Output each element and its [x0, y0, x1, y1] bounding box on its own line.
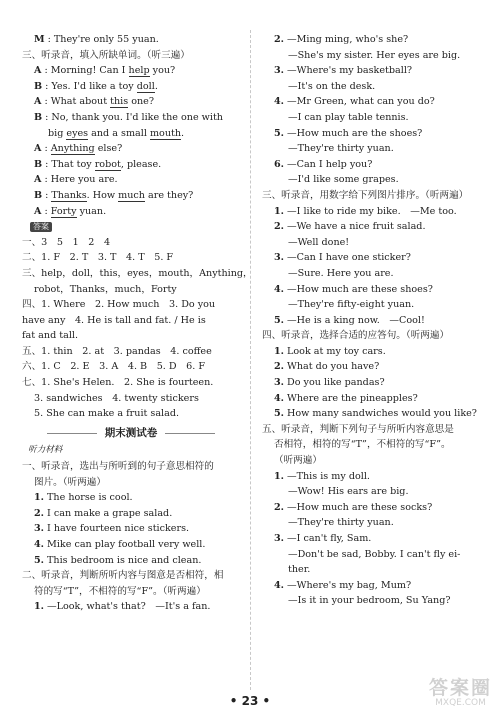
list-item: 2. —Ming ming, who's she? [274, 34, 409, 45]
section-heading: 三、听录音，用数字给下列图片排序。（听两遍） [262, 189, 469, 201]
list-item: 3. —I can't fly, Sam. [274, 533, 372, 544]
answer-line: 二、1. F 2. T 3. T 4. T 5. F [22, 252, 174, 264]
list-item: 4. Mike can play football very well. [34, 539, 206, 550]
list-item: —Wow! His ears are big. [288, 486, 409, 498]
section-heading: 否相符，相符的写“T”，不相符的写“F”。 [274, 439, 451, 451]
answer-line: fat and tall. [22, 330, 79, 342]
list-item: 1. The horse is cool. [34, 492, 133, 504]
list-item: 5. —How much are the shoes? [274, 127, 423, 139]
list-item: 4. —How much are these shoes? [274, 283, 433, 295]
answer-line: 一、3 5 1 2 4 [22, 236, 111, 248]
list-item: —Don't be sad, Bobby. I can't fly ei- [288, 548, 461, 560]
section-heading: 图片。（听两遍） [34, 476, 106, 488]
answer-line: 七、1. She's Helen. 2. She is fourteen. [22, 377, 214, 389]
list-item: 3. —Where's my basketball? [274, 65, 413, 77]
dialog-line: B : Yes. I'd like a toy doll. [34, 80, 158, 92]
answer-line: 3. sandwiches 4. twenty stickers [34, 392, 199, 404]
left-column [22, 32, 253, 615]
list-item: —I'd like some grapes. [288, 174, 399, 186]
list-item: 5. How many sandwiches would you like? [274, 408, 477, 420]
list-item: —They're fifty-eight yuan. [288, 299, 415, 311]
dialog-line: A : Anything else? [34, 143, 123, 155]
section-heading: 一、听录音，选出与所听到的句子意思相符的 [22, 461, 214, 473]
dialog-line: big eyes and a small mouth. [48, 127, 185, 139]
list-item: 1. —This is my doll. [274, 470, 370, 482]
answer-line: 六、1. C 2. E 3. A 4. B 5. D 6. F [22, 361, 206, 373]
listening-label: 听力材料 [28, 445, 63, 456]
dialog-line: B : No, thank you. I'd like the one with [34, 111, 223, 123]
list-item: 1. —Look, what's that? —It's a fan. [34, 601, 211, 613]
section-heading: 四、听录音，选择合适的应答句。（听两遍） [262, 330, 450, 342]
right-column [262, 32, 484, 609]
list-item: —Sure. Here you are. [288, 267, 394, 279]
list-item: 3. —Can I have one sticker? [274, 252, 411, 264]
answer-line: robot，Thanks，much，Forty [34, 283, 177, 295]
dialog-line: A : Here you are. [34, 174, 118, 186]
page-number: • 23 • [229, 694, 271, 708]
answer-line: 五、1. thin 2. at 3. pandas 4. coffee [22, 345, 212, 357]
section-heading: 三、听录音，填入所缺单词。（听三遍） [22, 49, 190, 61]
list-item: —They're thirty yuan. [288, 143, 394, 155]
list-item: 5. —He is a king now. —Cool! [274, 314, 425, 326]
answer-line: 四、1. Where 2. How much 3. Do you [22, 299, 216, 311]
list-item: 4. —Mr Green, what can you do? [274, 96, 435, 108]
list-item: —It's on the desk. [288, 80, 376, 92]
list-item: 4. Where are the pineapples? [274, 392, 418, 404]
dialog-line: B : Thanks. How much are they? [34, 189, 194, 201]
answer-badge: 答案 [22, 219, 240, 235]
dialog-line: A : Forty yuan. [34, 205, 107, 217]
list-item: 1. —I like to ride my bike. —Me too. [274, 205, 457, 217]
section-heading: 二、听录音，判断所听内容与图意是否相符，相 [22, 570, 224, 582]
list-item: —I can play table tennis. [288, 111, 409, 123]
dialog-line: A : What about this one? [34, 96, 154, 108]
answer-line: have any 4. He is tall and fat. / He is [22, 314, 206, 326]
list-item: 1. Look at my toy cars. [274, 345, 386, 357]
section-heading: （听两遍） [274, 455, 322, 467]
exam-title: 期末测试卷 [22, 426, 240, 442]
list-item: 2. I can make a grape salad. [34, 507, 173, 519]
dialog-line: B : That toy robot, please. [34, 158, 162, 170]
list-item: 3. I have fourteen nice stickers. [34, 523, 190, 535]
answer-line: 5. She can make a fruit salad. [34, 408, 180, 420]
list-item: 5. This bedroom is nice and clean. [34, 554, 202, 566]
list-item: ther. [288, 564, 311, 576]
list-item: 2. What do you have? [274, 361, 380, 373]
list-item: —They're thirty yuan. [288, 517, 394, 529]
watermark-logo: 答案圈 MXQE.COM [428, 677, 492, 708]
list-item: 3. Do you like pandas? [274, 377, 385, 389]
list-item: 2. —How much are these socks? [274, 501, 433, 513]
section-heading: 五、听录音，判断下列句子与所听内容意思是 [262, 423, 454, 435]
column-divider [250, 30, 251, 690]
list-item: 4. —Where's my bag, Mum? [274, 579, 412, 591]
list-item: 2. —We have a nice fruit salad. [274, 221, 426, 233]
list-item: —Is it in your bedroom, Su Yang? [288, 595, 451, 607]
list-item: —She's my sister. Her eyes are big. [288, 49, 461, 61]
answer-line: 三、help，doll，this，eyes，mouth，Anything， [22, 267, 253, 279]
dialog-line: A : Morning! Can I help you? [34, 65, 176, 77]
list-item: —Well done! [288, 236, 350, 248]
section-heading: 符的写“T”，不相符的写“F”。（听两遍） [34, 585, 206, 597]
dialog-line: M : They're only 55 yuan. [34, 34, 159, 45]
list-item: 6. —Can I help you? [274, 158, 373, 170]
